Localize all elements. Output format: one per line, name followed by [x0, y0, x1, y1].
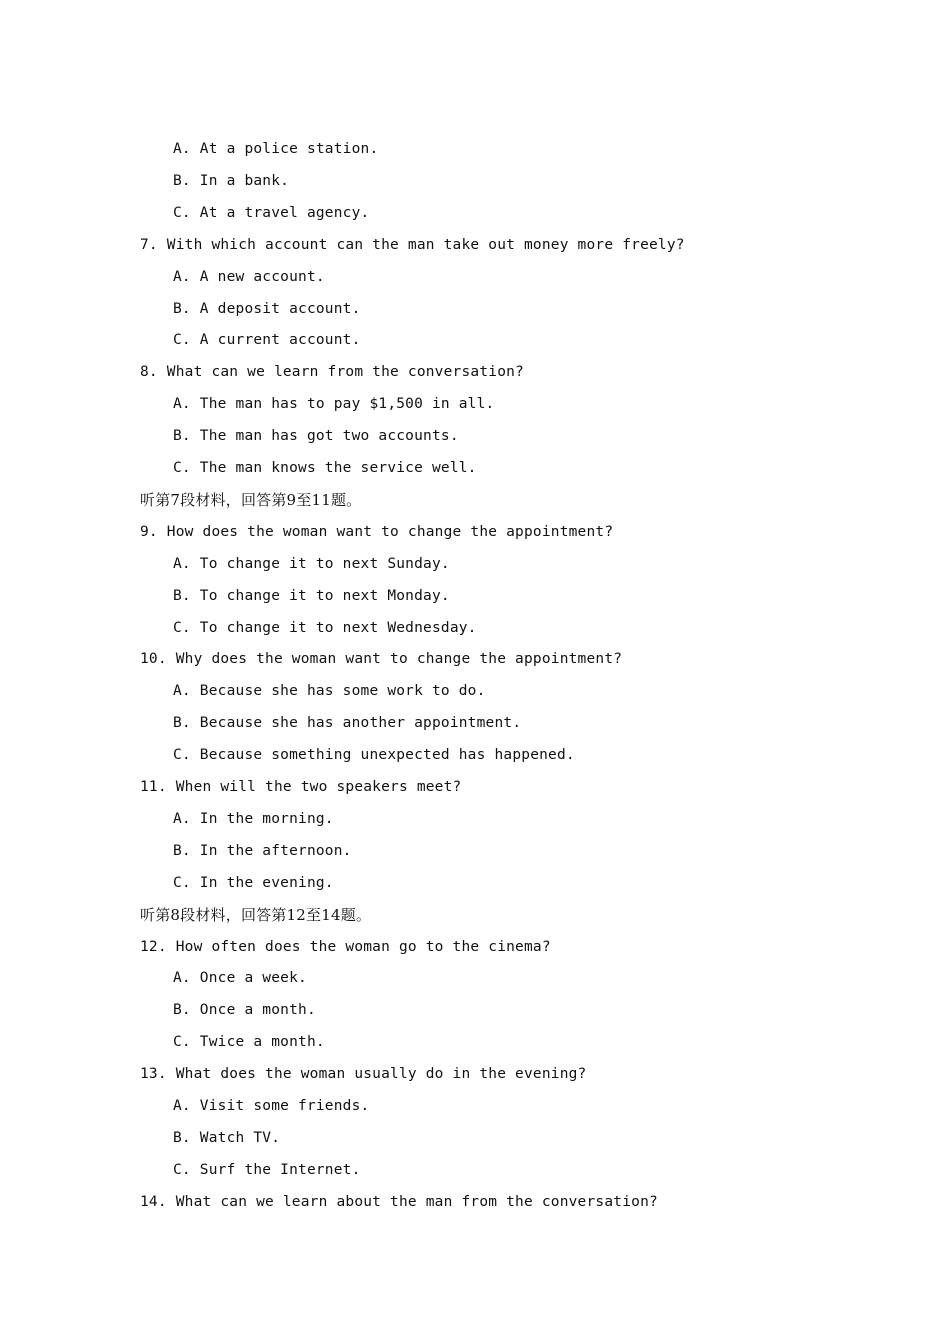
answer-option: B. To change it to next Monday. — [173, 587, 450, 604]
answer-option: A. Once a week. — [173, 970, 307, 987]
answer-option: C. Surf the Internet. — [173, 1161, 361, 1178]
answer-option: A. A new account. — [173, 268, 325, 285]
question-text: 9. How does the woman want to change the appointment? — [140, 523, 614, 540]
answer-option: A. Because she has some work to do. — [173, 683, 486, 700]
section-instruction: 听第8段材料，回答第12至14题。 — [140, 905, 372, 924]
answer-option: A. To change it to next Sunday. — [173, 555, 450, 572]
answer-option: C. The man knows the service well. — [173, 460, 477, 476]
answer-option: B. Once a month. — [173, 1002, 316, 1019]
question-text: 7. With which account can the man take out money more freely? — [140, 236, 685, 253]
answer-option: B. A deposit account. — [173, 300, 361, 317]
answer-option: C. Because something unexpected has happened. — [173, 747, 575, 764]
answer-option: B. The man has got two accounts. — [173, 428, 459, 445]
answer-option: B. In the afternoon. — [173, 842, 352, 859]
answer-option: A. The man has to pay $1,500 in all. — [173, 396, 495, 413]
question-text: 8. What can we learn from the conversation? — [140, 364, 524, 381]
section-instruction: 听第7段材料，回答第9至11题。 — [140, 490, 362, 509]
answer-option: C. A current account. — [173, 332, 361, 349]
question-text: 12. How often does the woman go to the cinema? — [140, 938, 551, 955]
question-text: 11. When will the two speakers meet? — [140, 779, 462, 795]
answer-option: C. At a travel agency. — [173, 204, 370, 221]
answer-option: A. In the morning. — [173, 810, 334, 827]
answer-option: B. In a bank. — [173, 172, 290, 189]
answer-option: C. In the evening. — [173, 874, 334, 891]
answer-option: C. Twice a month. — [173, 1034, 325, 1051]
answer-option: A. At a police station. — [173, 141, 379, 157]
answer-option: B. Watch TV. — [173, 1129, 281, 1146]
answer-option: A. Visit some friends. — [173, 1098, 370, 1114]
answer-option: C. To change it to next Wednesday. — [173, 619, 477, 636]
question-text: 10. Why does the woman want to change the appointment? — [140, 651, 623, 668]
answer-option: B. Because she has another appointment. — [173, 715, 522, 732]
question-text: 13. What does the woman usually do in the evening? — [140, 1066, 587, 1083]
question-text: 14. What can we learn about the man from the conversation? — [140, 1193, 658, 1210]
